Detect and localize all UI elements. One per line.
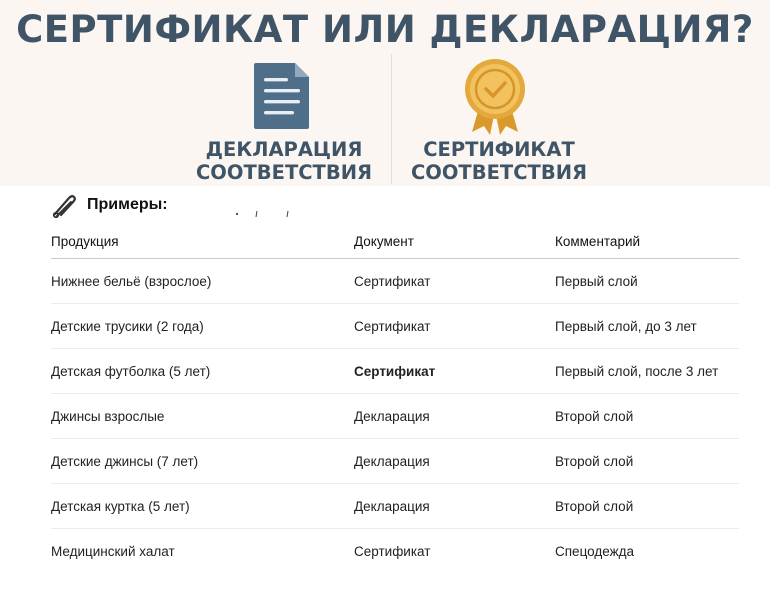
banner-title: СЕРТИФИКАТ ИЛИ ДЕКЛАРАЦИЯ? xyxy=(16,8,754,51)
examples-heading xyxy=(51,190,168,220)
certificate-label xyxy=(404,138,594,184)
table-row xyxy=(51,529,739,573)
declaration-label-line2: СООТВЕТСТВИЯ xyxy=(196,161,373,184)
cell-document: Декларация xyxy=(354,498,430,514)
table-row xyxy=(51,439,739,484)
cell-comment: Второй слой xyxy=(555,408,634,424)
table-row xyxy=(51,394,739,439)
stray-marks xyxy=(235,210,295,218)
document-icon xyxy=(253,61,311,131)
cell-product: Детские трусики (2 года) xyxy=(51,318,204,334)
declaration-label-line1: ДЕКЛАРАЦИЯ xyxy=(205,138,363,161)
declaration-label xyxy=(196,138,372,184)
examples-title: Примеры: xyxy=(87,196,168,213)
table-row xyxy=(51,349,739,394)
cell-comment: Первый слой, до 3 лет xyxy=(555,318,697,334)
table-row xyxy=(51,304,739,349)
cell-document: Сертификат xyxy=(354,543,431,559)
header-product: Продукция xyxy=(51,233,119,249)
header-comment: Комментарий xyxy=(555,233,641,249)
cell-comment: Первый слой xyxy=(555,273,638,289)
cell-document: Сертификат xyxy=(354,273,431,289)
cell-document: Сертификат xyxy=(354,363,436,379)
banner-divider xyxy=(391,54,392,184)
header-banner xyxy=(0,0,770,186)
certificate-label-line1: СЕРТИФИКАТ xyxy=(423,138,575,161)
cell-product: Медицинский халат xyxy=(51,543,175,559)
cell-product: Детская футболка (5 лет) xyxy=(51,363,211,379)
cell-comment: Первый слой, после 3 лет xyxy=(555,363,719,379)
cell-product: Детская куртка (5 лет) xyxy=(51,498,190,514)
header-document: Документ xyxy=(354,233,414,249)
seal-badge-icon xyxy=(462,58,528,136)
cell-product: Детские джинсы (7 лет) xyxy=(51,453,199,469)
table-header xyxy=(51,224,739,259)
table-row xyxy=(51,259,739,304)
cell-document: Декларация xyxy=(354,408,430,424)
cell-product: Нижнее бельё (взрослое) xyxy=(51,273,212,289)
cell-document: Сертификат xyxy=(354,318,431,334)
table-row xyxy=(51,484,739,529)
certificate-label-line2: СООТВЕТСТВИЯ xyxy=(410,161,588,184)
cell-comment: Второй слой xyxy=(555,498,634,514)
cell-comment: Спецодежда xyxy=(555,543,635,559)
safety-pin-icon xyxy=(51,192,77,218)
cell-product: Джинсы взрослые xyxy=(51,408,165,424)
cell-comment: Второй слой xyxy=(555,453,634,469)
examples-table xyxy=(51,224,739,573)
cell-document: Декларация xyxy=(354,453,430,469)
